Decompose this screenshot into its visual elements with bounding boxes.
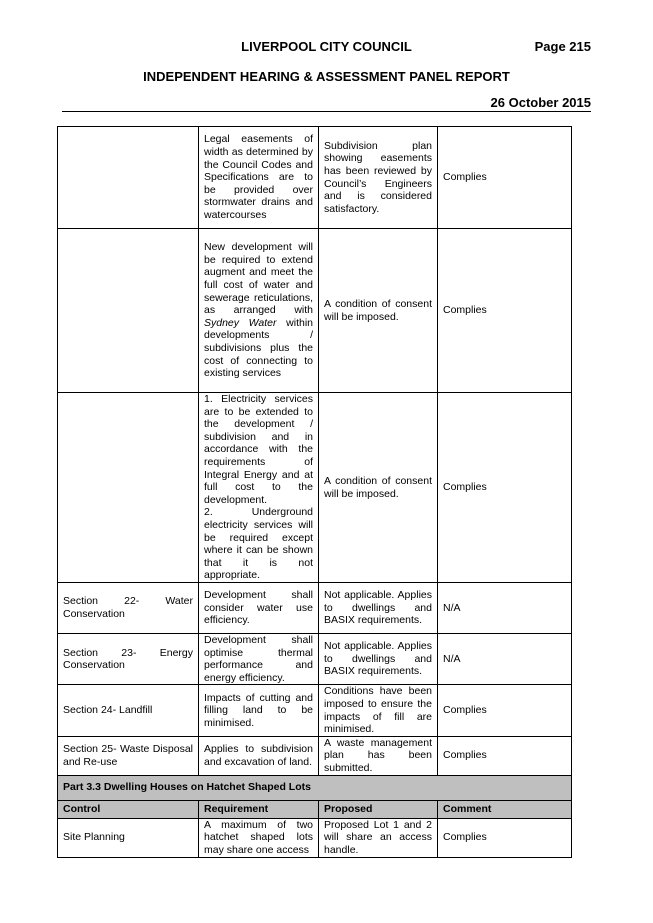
page-number: Page 215 (534, 39, 591, 54)
control-cell (58, 229, 199, 393)
report-date: 26 October 2015 (490, 95, 591, 110)
column-header-control: Control (58, 800, 199, 818)
control-cell: Site Planning (58, 818, 199, 857)
report-title: INDEPENDENT HEARING & ASSESSMENT PANEL REPORT (143, 69, 510, 84)
proposed-cell: Not applicable. Applies to dwellings and BASIX requirements. (319, 583, 438, 634)
comment-cell: Complies (438, 229, 572, 393)
requirement-cell: Development shall optimise thermal performance and energy efficiency. (199, 634, 319, 685)
section-heading-row (58, 775, 572, 800)
header-divider (62, 111, 591, 112)
proposed-cell: A waste management plan has been submitted. (319, 736, 438, 775)
requirement-item-2: 2. Underground electricity services will be required except where it can be shown that it is not appropriate. (204, 506, 313, 582)
requirement-cell (199, 229, 319, 393)
requirement-cell: A maximum of two hatchet shaped lots may share one access (199, 818, 319, 857)
requirement-item-1: 1. Electricity services are to be extended to the development / subdivision and in accordance with the requirements of Integral Energy and at full cost to the development. (204, 393, 313, 506)
sydney-water-text: Sydney Water (204, 316, 277, 329)
table-row (58, 685, 572, 736)
proposed-cell: Not applicable. Applies to dwellings and BASIX requirements. (319, 634, 438, 685)
comment-cell: Complies (438, 685, 572, 736)
control-cell: Section 24- Landfill (58, 685, 199, 736)
control-cell (58, 127, 199, 229)
column-header-row (58, 800, 572, 818)
proposed-cell: Conditions have been imposed to ensure the impacts of fill are minimised. (319, 685, 438, 736)
proposed-cell: Proposed Lot 1 and 2 will share an access handle. (319, 818, 438, 857)
proposed-cell: A condition of consent will be imposed. (319, 229, 438, 393)
table-row (58, 393, 572, 583)
table-row (58, 634, 572, 685)
requirement-cell: Impacts of cutting and filling land to be minimised. (199, 685, 319, 736)
compliance-table (57, 126, 572, 858)
comment-cell: Complies (438, 393, 572, 583)
comment-cell: N/A (438, 583, 572, 634)
table-row (58, 818, 572, 857)
table-row (58, 229, 572, 393)
table-row (58, 736, 572, 775)
control-cell (58, 393, 199, 583)
requirement-text: New development will be required to extend augment and meet the full cost of water and sewerage reticulations, as arranged with (204, 241, 313, 317)
column-header-proposed: Proposed (319, 800, 438, 818)
table-row (58, 127, 572, 229)
column-header-comment: Comment (438, 800, 572, 818)
comment-cell: N/A (438, 634, 572, 685)
column-header-requirement: Requirement (199, 800, 319, 818)
requirement-cell: Development shall consider water use efficiency. (199, 583, 319, 634)
proposed-cell: A condition of consent will be imposed. (319, 393, 438, 583)
table-row (58, 583, 572, 634)
comment-cell: Complies (438, 736, 572, 775)
control-cell: Section 22- Water Conservation (58, 583, 199, 634)
control-cell: Section 25- Waste Disposal and Re-use (58, 736, 199, 775)
requirement-text: within developments / subdivisions plus the cost of connecting to existing services (204, 316, 313, 380)
requirement-cell (199, 393, 319, 583)
requirement-cell: Applies to subdivision and excavation of land. (199, 736, 319, 775)
council-name: LIVERPOOL CITY COUNCIL (241, 39, 412, 54)
section-heading: Part 3.3 Dwelling Houses on Hatchet Shaped Lots (58, 775, 572, 800)
comment-cell: Complies (438, 818, 572, 857)
comment-cell: Complies (438, 127, 572, 229)
requirement-cell: Legal easements of width as determined by the Council Codes and Specifications are to be provided over stormwater drains and watercourses (199, 127, 319, 229)
proposed-cell: Subdivision plan showing easements has been reviewed by Council’s Engineers and is considered satisfactory. (319, 127, 438, 229)
control-cell: Section 23- Energy Conservation (58, 634, 199, 685)
